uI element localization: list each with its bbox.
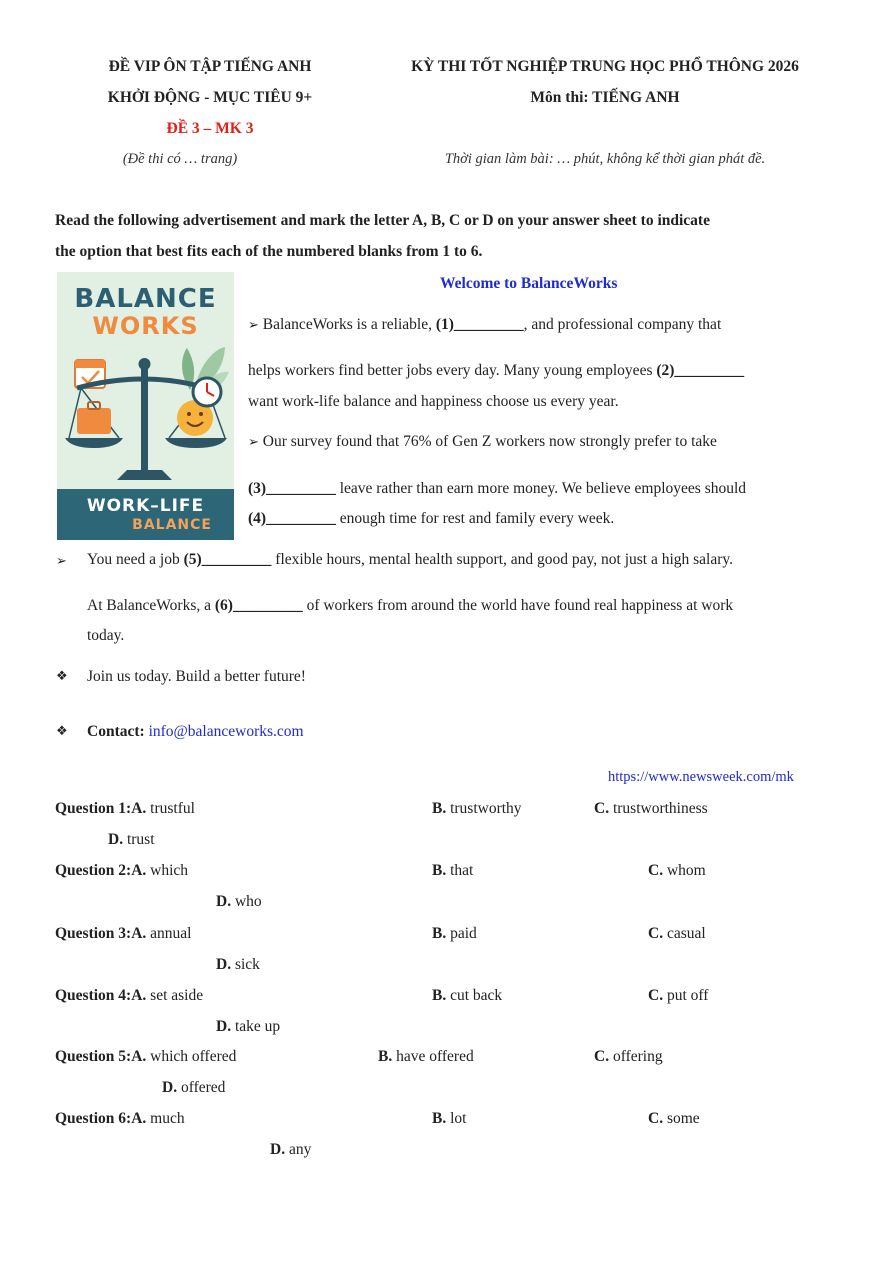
question-3-option-d (216, 956, 260, 974)
header-left-title: ĐỀ VIP ÔN TẬP TIẾNG ANH (108, 58, 312, 75)
ad-paragraph-1-line-1 (248, 316, 721, 334)
question-label: Question 4: (55, 987, 132, 1004)
ad-paragraph-3-line-2 (87, 597, 733, 615)
option-text: which offered (150, 1048, 237, 1065)
ad-paragraph-1-line-3: want work-life balance and happiness choose us every year. (248, 393, 619, 410)
question-3-option-c (648, 925, 706, 943)
ad-title: Welcome to BalanceWorks (440, 275, 618, 292)
option-letter: B. (432, 800, 447, 817)
option-letter: B. (378, 1048, 393, 1065)
page-count-note: (Đề thi có … trang) (122, 151, 238, 167)
option-letter: B. (432, 925, 447, 942)
option-text: have offered (396, 1048, 474, 1065)
blank-5: (5)_________ (183, 551, 272, 568)
question-6-option-c (648, 1110, 700, 1128)
option-letter: D. (108, 831, 124, 848)
option-text: who (234, 893, 262, 910)
arrow-bullet-icon: ➢ (248, 434, 259, 449)
ad-paragraph-3-line-3: today. (87, 627, 125, 644)
option-letter: D. (216, 956, 232, 973)
question-5-option-b (378, 1048, 474, 1066)
instructions-line-2: the option that best fits each of the numbered blanks from 1 to 6. (55, 243, 483, 260)
ad-text: BalanceWorks is a reliable, (262, 316, 436, 333)
option-letter: C. (648, 1110, 664, 1127)
exam-title: KỲ THI TỐT NGHIỆP TRUNG HỌC PHỔ THÔNG 2026 (411, 58, 799, 75)
question-4-option-b (432, 987, 502, 1005)
question-2-option-b (432, 862, 473, 880)
option-text: trustworthy (450, 800, 522, 817)
option-text: trustworthiness (612, 800, 708, 817)
ad-paragraph-3-line-1 (87, 551, 733, 569)
option-text: paid (450, 925, 477, 942)
question-6-option-b (432, 1110, 466, 1128)
ad-text: , and professional company that (523, 316, 722, 333)
option-letter: C. (594, 1048, 610, 1065)
question-1-option-c (594, 800, 708, 818)
option-text: which (150, 862, 189, 879)
option-letter: A. (131, 1048, 147, 1065)
ad-text: enough time for rest and family every week. (335, 510, 615, 527)
scale-illustration (57, 340, 234, 490)
ad-text: leave rather than earn more money. We believe employees should (335, 480, 747, 497)
option-letter: D. (216, 893, 232, 910)
join-line: Join us today. Build a better future! (87, 668, 306, 685)
option-letter: D. (162, 1079, 178, 1096)
option-text: lot (450, 1110, 467, 1127)
option-letter: B. (432, 862, 447, 879)
question-2-option-d (216, 893, 262, 911)
blank-4: (4)_________ (248, 510, 336, 527)
question-label: Question 5: (55, 1048, 132, 1065)
option-letter: A. (131, 925, 147, 942)
question-3-label (55, 925, 192, 943)
question-label: Question 3: (55, 925, 132, 942)
ad-paragraph-2-line-1 (248, 433, 717, 451)
option-letter: A. (131, 1110, 147, 1127)
option-text: annual (150, 925, 192, 942)
question-6-label (55, 1110, 185, 1128)
ad-text: At BalanceWorks, a (87, 597, 215, 614)
contact-email-link[interactable]: info@balanceworks.com (148, 723, 304, 740)
question-3-option-b (432, 925, 477, 943)
question-1-option-b (432, 800, 522, 818)
question-label: Question 1: (55, 800, 132, 817)
ad-text: flexible hours, mental health support, and good pay, not just a high salary. (271, 551, 734, 568)
option-text: some (666, 1110, 700, 1127)
blank-2: (2)_________ (656, 362, 745, 379)
ad-text: You need a job (87, 551, 184, 568)
logo-word-balance: BALANCE (74, 284, 217, 314)
option-text: sick (234, 956, 260, 973)
question-5-option-c (594, 1048, 663, 1066)
contact-line (87, 723, 304, 741)
option-text: set aside (150, 987, 204, 1004)
option-text: casual (666, 925, 706, 942)
question-label: Question 2: (55, 862, 132, 879)
ad-text: of workers from around the world have found real happiness at work (302, 597, 734, 614)
contact-label: Contact: (87, 723, 145, 740)
option-text: offered (180, 1079, 226, 1096)
question-2-option-c (648, 862, 706, 880)
blank-3: (3)_________ (248, 480, 336, 497)
option-letter: C. (648, 925, 664, 942)
exam-code: ĐỀ 3 – MK 3 (166, 120, 254, 137)
time-note: Thời gian làm bài: … phút, không kể thời gian phát đề. (444, 151, 766, 167)
question-5-label (55, 1048, 236, 1066)
ad-paragraph-1-line-2 (248, 362, 744, 380)
arrow-bullet-icon: ➢ (248, 317, 259, 332)
balanceworks-logo (57, 272, 234, 540)
source-link[interactable]: https://www.newsweek.com/mk (608, 769, 794, 785)
option-text: put off (666, 987, 709, 1004)
option-letter: B. (432, 987, 447, 1004)
logo-band-balance: BALANCE (132, 517, 212, 533)
question-2-label (55, 862, 188, 880)
option-letter: D. (270, 1141, 286, 1158)
question-1-option-d (108, 831, 155, 849)
option-letter: B. (432, 1110, 447, 1127)
logo-word-works: WORKS (92, 312, 199, 340)
question-4-label (55, 987, 203, 1005)
question-4-option-d (216, 1018, 280, 1036)
blank-1: (1)_________ (435, 316, 524, 333)
arrow-bullet-icon: ➢ (56, 553, 67, 568)
option-letter: C. (648, 862, 664, 879)
question-5-option-d (162, 1079, 225, 1097)
diamond-bullet-icon: ❖ (56, 668, 68, 683)
option-text: trustful (150, 800, 195, 817)
option-letter: C. (648, 987, 664, 1004)
option-letter: A. (131, 987, 147, 1004)
instructions-line-1: Read the following advertisement and mark the letter A, B, C or D on your answer sheet to indicate (55, 212, 710, 229)
question-6-option-d (270, 1141, 311, 1159)
option-letter: A. (131, 862, 147, 879)
diamond-bullet-icon: ❖ (56, 723, 68, 738)
question-4-option-c (648, 987, 708, 1005)
ad-text: Our survey found that 76% of Gen Z workers now strongly prefer to take (262, 433, 717, 450)
option-text: that (450, 862, 474, 879)
option-text: much (150, 1110, 185, 1127)
option-letter: D. (216, 1018, 232, 1035)
question-1-label (55, 800, 195, 818)
ad-paragraph-2-line-3 (248, 510, 614, 528)
option-text: offering (612, 1048, 663, 1065)
option-text: any (288, 1141, 312, 1158)
option-text: whom (666, 862, 706, 879)
option-letter: C. (594, 800, 610, 817)
ad-paragraph-2-line-2 (248, 480, 746, 498)
header-left-subtitle: KHỞI ĐỘNG - MỤC TIÊU 9+ (107, 89, 313, 106)
option-text: cut back (450, 987, 503, 1004)
option-text: trust (126, 831, 155, 848)
subject-line: Môn thi: TIẾNG ANH (530, 89, 680, 106)
option-letter: A. (131, 800, 147, 817)
question-label: Question 6: (55, 1110, 132, 1127)
logo-band-work-life: WORK–LIFE (86, 496, 205, 516)
blank-6: (6)_________ (214, 597, 303, 614)
ad-text: helps workers find better jobs every day. Many young employees (248, 362, 657, 379)
option-text: take up (234, 1018, 281, 1035)
